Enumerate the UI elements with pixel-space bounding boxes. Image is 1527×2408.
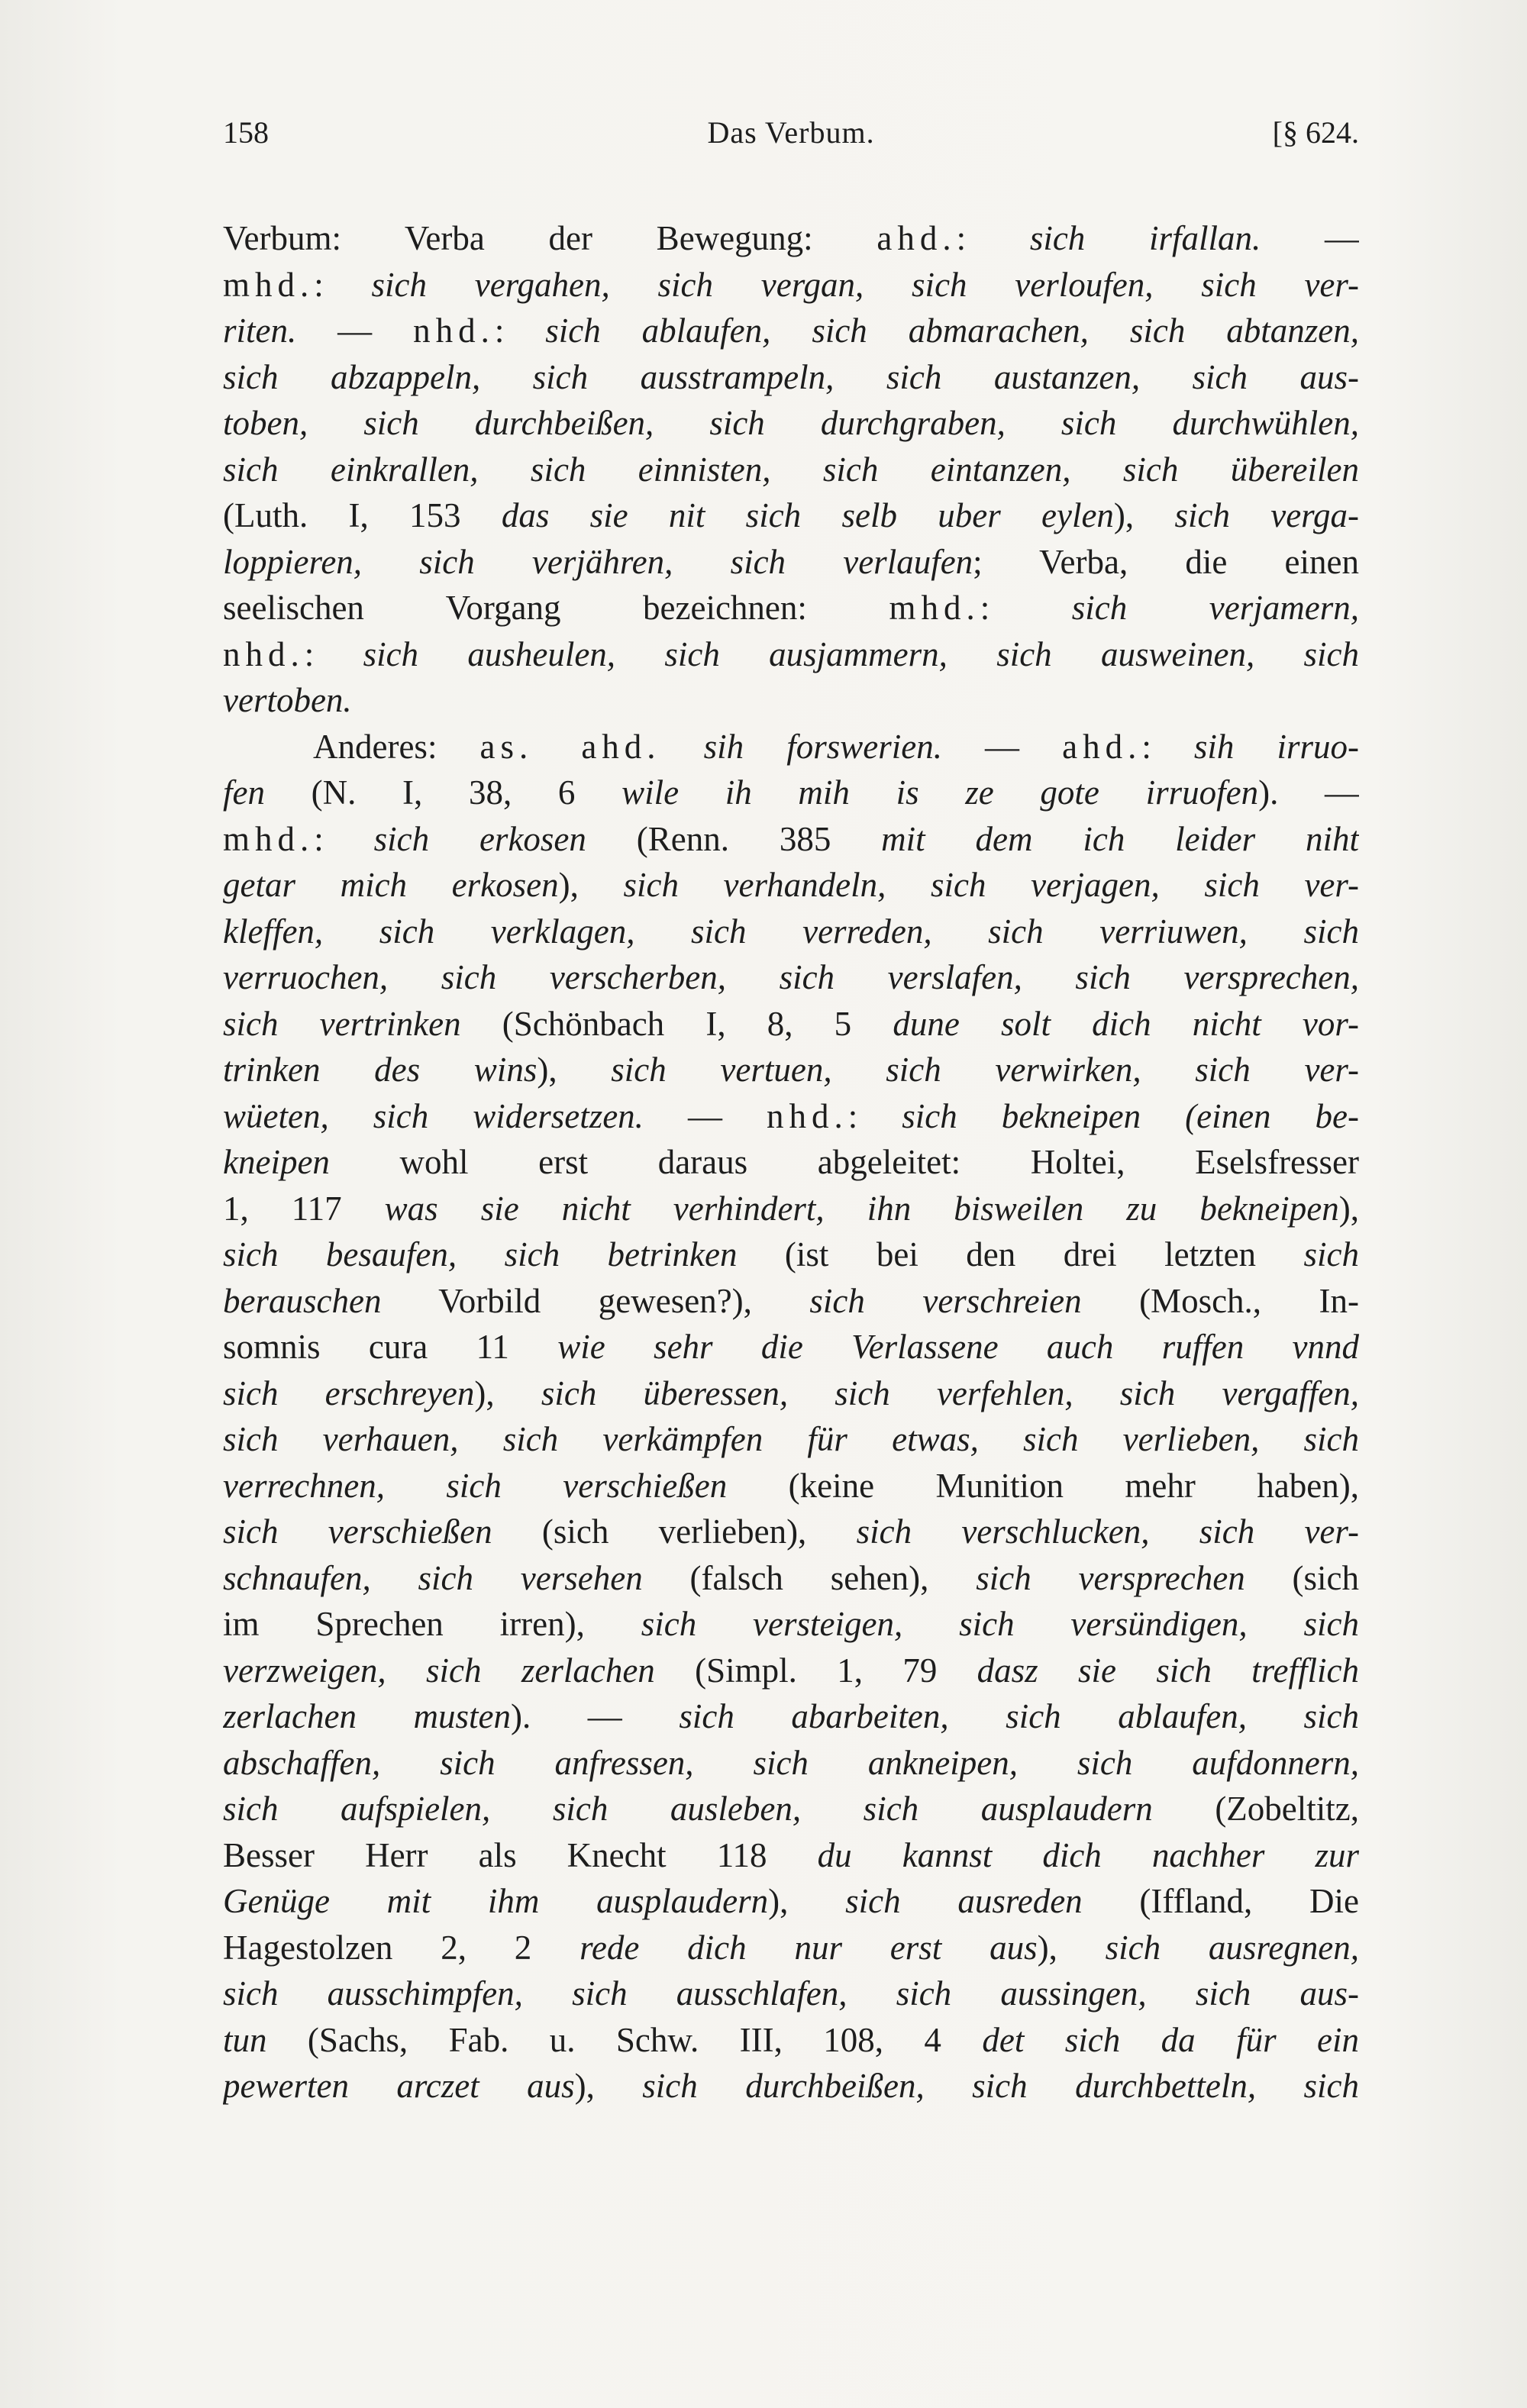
- spaced-abbreviation: ahd.: [876, 219, 957, 257]
- spaced-abbreviation: as. ahd.: [479, 727, 661, 766]
- text-line: [223, 631, 1359, 678]
- text-segment: (falsch sehen),: [642, 1558, 977, 1597]
- text-segment: :: [1141, 727, 1194, 766]
- italic-segment: sich verschlucken, sich ver-: [856, 1512, 1359, 1551]
- italic-segment: sich ausschimpfen, sich ausschlafen, sich aussingen, sich aus-: [223, 1974, 1359, 2013]
- page-number: 158: [223, 115, 269, 150]
- running-header: [223, 115, 1359, 160]
- text-segment: :: [494, 311, 546, 350]
- text-segment: (N. I, 38, 6: [264, 773, 622, 812]
- italic-segment: det sich da für ein: [982, 2020, 1359, 2059]
- text-segment: ; Verba, die einen: [973, 542, 1359, 581]
- running-title: Das Verbum.: [707, 115, 875, 150]
- italic-segment: sich ablaufen, sich abmarachen, sich abtanzen,: [545, 311, 1359, 350]
- text-segment: [661, 728, 704, 766]
- text-segment: Verbum: Verba der Bewegung:: [223, 219, 877, 257]
- text-line: [223, 354, 1359, 401]
- text-segment: :: [314, 265, 372, 304]
- italic-segment: sich verhandeln, sich verjagen, sich ver-: [623, 866, 1359, 904]
- text-line: [223, 1740, 1359, 1787]
- text-segment: wohl erst daraus abgeleitet: Holtei, Eselsfresser: [329, 1143, 1359, 1181]
- body-text: [223, 215, 1359, 2109]
- text-segment: Besser Herr als Knecht 118: [223, 1835, 818, 1874]
- italic-segment: sich versteigen, sich versündigen, sich: [641, 1605, 1359, 1643]
- italic-segment: du kannst dich nachher zur: [817, 1835, 1359, 1874]
- italic-segment: pewerten arczet aus: [223, 2067, 575, 2105]
- text-line: [223, 1139, 1359, 1186]
- text-line: [223, 1001, 1359, 1047]
- text-segment: somnis cura 11: [223, 1328, 558, 1366]
- spaced-abbreviation: nhd.: [223, 634, 305, 673]
- italic-segment: sich überessen, sich verfehlen, sich vergaffen,: [541, 1373, 1359, 1412]
- text-segment: (Sachs, Fab. u. Schw. III, 108, 4: [266, 2020, 983, 2059]
- text-segment: —: [941, 727, 1063, 766]
- text-segment: ),: [1338, 1189, 1359, 1228]
- text-line: [223, 1648, 1359, 1694]
- text-segment: 1, 117: [223, 1189, 385, 1228]
- text-line: [223, 1971, 1359, 2017]
- text-line: [223, 215, 1359, 262]
- text-segment: Vorbild gewesen?),: [381, 1281, 810, 1320]
- italic-segment: das sie nit sich selb uber eylen: [501, 496, 1114, 534]
- text-line: [223, 447, 1359, 493]
- italic-segment: was sie nicht verhindert, ihn bisweilen zu bekneipen: [384, 1189, 1339, 1228]
- italic-segment: sich durchbeißen, sich durchbetteln, sich: [642, 2067, 1359, 2105]
- italic-segment: sich ausreden: [845, 1882, 1083, 1920]
- text-segment: (ist bei den drei letzten: [737, 1235, 1304, 1273]
- text-segment: (Renn. 385: [586, 819, 882, 858]
- spaced-abbreviation: mhd.: [889, 589, 980, 627]
- text-segment: ). —: [511, 1697, 680, 1735]
- italic-segment: getar mich erkosen: [223, 866, 559, 904]
- text-line: [223, 677, 1359, 724]
- italic-segment: sich einkrallen, sich einnisten, sich eintanzen, sich übereilen: [223, 450, 1359, 489]
- text-segment: (Simpl. 1, 79: [654, 1651, 977, 1690]
- text-segment: ),: [474, 1373, 541, 1412]
- italic-segment: sich verschießen: [223, 1512, 492, 1551]
- text-line: [223, 1324, 1359, 1370]
- text-line: [223, 400, 1359, 447]
- text-line: [223, 1693, 1359, 1740]
- text-line: [223, 954, 1359, 1001]
- italic-segment: wile ih mih is ze gote irruofen: [621, 773, 1259, 812]
- italic-segment: dasz sie sich trefflich: [977, 1651, 1359, 1690]
- text-line: [223, 1463, 1359, 1509]
- italic-segment: riten.: [223, 311, 297, 350]
- italic-segment: verrechnen, sich verschießen: [223, 1466, 728, 1505]
- text-line: [223, 2063, 1359, 2109]
- italic-segment: rede dich nur erst aus: [579, 1928, 1038, 1967]
- italic-segment: zerlachen musten: [223, 1697, 511, 1735]
- text-line: [223, 2017, 1359, 2064]
- italic-segment: sih irruo-: [1193, 727, 1359, 766]
- text-segment: ),: [1037, 1928, 1106, 1967]
- text-line: [223, 1416, 1359, 1463]
- text-line: [223, 1231, 1359, 1278]
- text-line: [223, 308, 1359, 354]
- italic-segment: schnaufen, sich versehen: [223, 1558, 643, 1597]
- text-line: [223, 816, 1359, 863]
- text-line: [223, 1878, 1359, 1925]
- italic-segment: kleffen, sich verklagen, sich verreden, sich verriuwen, sich: [223, 912, 1359, 951]
- text-segment: ),: [558, 866, 624, 904]
- text-segment: :: [956, 219, 1030, 257]
- text-segment: —: [1261, 219, 1359, 257]
- italic-segment: verruochen, sich verscherben, sich verslafen, sich versprechen,: [223, 958, 1359, 996]
- text-segment: (sich verlieben),: [492, 1512, 857, 1551]
- text-line: [223, 1509, 1359, 1555]
- text-line: [223, 862, 1359, 909]
- text-line: [223, 724, 1359, 770]
- spaced-abbreviation: mhd.: [223, 265, 315, 304]
- text-segment: —: [643, 1096, 767, 1135]
- italic-segment: dune solt dich nicht vor-: [893, 1004, 1359, 1043]
- italic-segment: abschaffen, sich anfressen, sich ankneipen, sich aufdonnern,: [223, 1743, 1359, 1782]
- spaced-abbreviation: nhd.: [413, 311, 495, 350]
- text-segment: :: [980, 589, 1072, 627]
- italic-segment: trinken des wins: [223, 1051, 538, 1089]
- text-segment: —: [296, 311, 414, 350]
- text-line: [223, 770, 1359, 816]
- text-segment: (Schönbach I, 8, 5: [460, 1004, 893, 1043]
- italic-segment: sich abzappeln, sich ausstrampeln, sich austanzen, sich aus-: [223, 357, 1359, 396]
- italic-segment: sich besaufen, sich betrinken: [223, 1235, 738, 1273]
- italic-segment: sich abarbeiten, sich ablaufen, sich: [679, 1697, 1359, 1735]
- text-line: [223, 539, 1359, 586]
- italic-segment: vertoben.: [223, 681, 352, 719]
- text-segment: ),: [768, 1882, 846, 1920]
- italic-segment: sich aufspielen, sich ausleben, sich ausplaudern: [223, 1790, 1153, 1828]
- italic-segment: berauschen: [223, 1281, 382, 1320]
- italic-segment: loppieren, sich verjähren, sich verlaufen: [223, 542, 973, 581]
- text-segment: :: [304, 634, 363, 673]
- text-line: [223, 262, 1359, 308]
- text-segment: Anderes:: [313, 727, 480, 766]
- text-segment: ),: [1113, 496, 1175, 534]
- text-segment: (Zobeltitz,: [1152, 1790, 1359, 1828]
- italic-segment: sich verjamern,: [1071, 589, 1359, 627]
- italic-segment: fen: [223, 773, 265, 812]
- text-line: [223, 1786, 1359, 1832]
- text-line: [223, 1370, 1359, 1417]
- italic-segment: sich verga-: [1174, 496, 1359, 534]
- text-line: [223, 1832, 1359, 1879]
- italic-segment: verzweigen, sich zerlachen: [223, 1651, 655, 1690]
- text-segment: ),: [574, 2067, 643, 2105]
- text-segment: (sich: [1245, 1558, 1359, 1597]
- italic-segment: sich vertrinken: [223, 1004, 461, 1043]
- section-number: [§ 624.: [1272, 115, 1359, 150]
- italic-segment: sich bekneipen (einen be-: [902, 1096, 1359, 1135]
- text-line: [223, 1925, 1359, 1971]
- spaced-abbreviation: nhd.: [766, 1096, 848, 1135]
- spaced-abbreviation: ahd.: [1062, 727, 1142, 766]
- italic-segment: Genüge mit ihm ausplaudern: [223, 1882, 769, 1920]
- italic-segment: sich verschreien: [809, 1281, 1082, 1320]
- italic-segment: wie sehr die Verlassene auch ruffen vnnd: [557, 1328, 1359, 1366]
- italic-segment: sich: [1303, 1235, 1359, 1273]
- text-segment: ). —: [1258, 773, 1359, 812]
- text-line: [223, 585, 1359, 631]
- text-segment: seelischen Vorgang bezeichnen:: [223, 589, 889, 627]
- italic-segment: sich erschreyen: [223, 1373, 475, 1412]
- text-segment: (Luth. I, 153: [223, 496, 502, 534]
- text-line: [223, 1047, 1359, 1093]
- italic-segment: sich erkosen: [373, 819, 586, 858]
- italic-segment: sich ausheulen, sich ausjammern, sich ausweinen, sich: [363, 634, 1359, 673]
- italic-segment: sich vertuen, sich verwirken, sich ver-: [611, 1051, 1359, 1089]
- italic-segment: sich versprechen: [976, 1558, 1245, 1597]
- text-line: [223, 1186, 1359, 1232]
- text-line: [223, 1093, 1359, 1140]
- text-segment: (Mosch., In-: [1081, 1281, 1359, 1320]
- spaced-abbreviation: mhd.: [223, 819, 315, 858]
- italic-segment: sich irfallan.: [1029, 219, 1261, 257]
- italic-segment: sih forswerien.: [703, 727, 942, 766]
- text-line: [223, 492, 1359, 539]
- italic-segment: toben, sich durchbeißen, sich durchgraben, sich durchwühlen,: [223, 404, 1359, 442]
- italic-segment: wüeten, sich widersetzen.: [223, 1096, 644, 1135]
- italic-segment: sich verhauen, sich verkämpfen für etwas, sich verlieben, sich: [223, 1420, 1359, 1458]
- italic-segment: kneipen: [223, 1143, 330, 1181]
- text-line: [223, 1555, 1359, 1602]
- text-segment: :: [314, 819, 374, 858]
- italic-segment: tun: [223, 2020, 267, 2059]
- text-segment: im Sprechen irren),: [223, 1605, 641, 1643]
- text-line: [223, 909, 1359, 955]
- italic-segment: sich vergahen, sich vergan, sich verloufen, sich ver-: [371, 265, 1359, 304]
- text-segment: ),: [537, 1051, 612, 1089]
- text-line: [223, 1278, 1359, 1325]
- text-segment: :: [847, 1096, 902, 1135]
- text-segment: Hagestolzen 2, 2: [223, 1928, 580, 1967]
- text-line: [223, 1601, 1359, 1648]
- text-segment: (keine Munition mehr haben),: [727, 1466, 1359, 1505]
- italic-segment: mit dem ich leider niht: [881, 819, 1359, 858]
- text-segment: (Iffland, Die: [1082, 1882, 1359, 1920]
- italic-segment: sich ausregnen,: [1105, 1928, 1359, 1967]
